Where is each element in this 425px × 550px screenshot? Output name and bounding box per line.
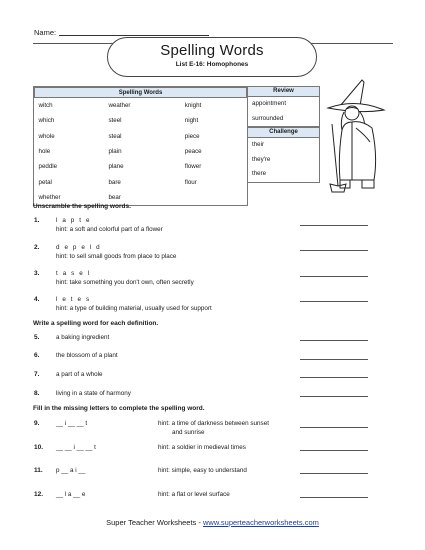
table-row (35, 144, 247, 159)
item-number: 3. (34, 270, 40, 277)
word-cell: night (184, 117, 199, 125)
review-word: appointment (252, 100, 287, 107)
spelling-words-table (33, 86, 248, 206)
footer-text: Super Teacher Worksheets - (106, 518, 203, 527)
section-heading: Unscramble the spelling words. (33, 203, 131, 210)
challenge-word: they're (252, 155, 271, 163)
word-cell: plane (108, 163, 124, 171)
item-number: 1. (34, 217, 40, 224)
page-title: Spelling Words (160, 42, 264, 59)
definition-text: a baking ingredient (56, 334, 110, 341)
scrambled-letters: l e t e s (56, 296, 91, 303)
word-cell: bear (108, 193, 121, 201)
hint-text: hint: simple, easy to understand (158, 467, 247, 474)
answer-line[interactable] (300, 377, 368, 378)
letter-pattern: __ i __ __ t (56, 420, 88, 427)
word-cell: plain (108, 148, 122, 156)
word-cell: peace (184, 148, 202, 156)
definition-text: a part of a whole (56, 371, 103, 378)
hint-text: hint: to sell small goods from place to place (56, 253, 177, 260)
item-number: 2. (34, 244, 40, 251)
word-cell: peddle (38, 163, 58, 171)
word-cell: which (38, 117, 55, 125)
word-cell: weather (108, 102, 131, 110)
scrambled-letters: d e p e l d (56, 244, 102, 251)
word-cell: flower (184, 163, 202, 171)
scrambled-letters: l a p t e (56, 217, 92, 224)
table-row (35, 113, 247, 128)
name-input-line[interactable] (59, 35, 209, 36)
answer-line[interactable] (300, 497, 368, 498)
hint-text: hint: a time of darkness between sunset (158, 420, 269, 427)
name-field-row (34, 28, 209, 37)
answer-line[interactable] (300, 473, 368, 474)
table-row (35, 129, 247, 144)
answer-line[interactable] (300, 359, 368, 360)
letter-pattern: __ l a __ e (56, 491, 86, 498)
challenge-word: there (252, 170, 267, 177)
scrambled-letters: t a s e l (56, 270, 91, 277)
word-cell: knight (184, 102, 202, 110)
definition-text: the blossom of a plant (56, 352, 118, 359)
letter-pattern: __ __ i __ __ t (56, 444, 96, 451)
item-number: 6. (34, 352, 40, 359)
word-cell: whether (38, 193, 61, 201)
section-heading: Fill in the missing letters to complete the spelling word. (33, 405, 205, 412)
word-cell: steal (108, 132, 122, 140)
answer-line[interactable] (300, 250, 368, 251)
word-cell: witch (38, 102, 53, 110)
section-heading: Write a spelling word for each definition. (33, 320, 159, 327)
word-cell: piece (184, 132, 200, 140)
item-number: 12. (34, 491, 44, 498)
word-cell: steel (108, 117, 122, 125)
word-cell: flour (184, 178, 197, 186)
title-banner (107, 37, 317, 77)
item-number: 8. (34, 390, 40, 397)
table-row (35, 174, 247, 189)
table-row (35, 98, 247, 114)
word-cell: whole (38, 132, 55, 140)
review-word: surrounded (248, 112, 319, 128)
challenge-header: Challenge (248, 127, 319, 138)
review-header: Review (248, 87, 319, 97)
name-label: Name: (34, 28, 57, 37)
page-subtitle: List E-16: Homophones (175, 61, 249, 68)
item-number: 7. (34, 371, 40, 378)
hint-text: hint: a flat or level surface (158, 491, 230, 498)
hint-text: hint: take something you don't own, often secretly (56, 279, 194, 286)
challenge-word: their (252, 141, 265, 148)
hint-text: hint: a type of building material, usually used for support (56, 305, 212, 312)
word-cell: bare (108, 178, 121, 186)
definition-text: living in a state of harmony (56, 390, 131, 397)
witch-illustration (326, 76, 394, 194)
page-footer (0, 518, 425, 527)
item-number: 11. (34, 467, 43, 474)
answer-line[interactable] (300, 396, 368, 397)
review-challenge-box (247, 86, 320, 183)
answer-line[interactable] (300, 301, 368, 302)
word-cell (181, 190, 247, 205)
answer-line[interactable] (300, 427, 368, 428)
word-cell: petal (38, 178, 52, 186)
answer-line[interactable] (300, 276, 368, 277)
spelling-words-header: Spelling Words (35, 88, 247, 98)
item-number: 5. (34, 334, 40, 341)
hint-text: hint: a soft and colorful part of a flower (56, 226, 163, 233)
item-number: 4. (34, 296, 40, 303)
item-number: 10. (34, 444, 44, 451)
hint-text: hint: a soldier in medieval times (158, 444, 246, 451)
item-number: 9. (34, 420, 40, 427)
answer-line[interactable] (300, 225, 368, 226)
letter-pattern: p __ a i __ (56, 467, 86, 474)
hint-text-continued: and sunrise (172, 429, 205, 436)
footer-link[interactable]: www.superteacherworksheets.com (202, 518, 319, 527)
answer-line[interactable] (300, 450, 368, 451)
table-row (35, 159, 247, 174)
word-cell: hole (38, 148, 51, 156)
answer-line[interactable] (300, 340, 368, 341)
